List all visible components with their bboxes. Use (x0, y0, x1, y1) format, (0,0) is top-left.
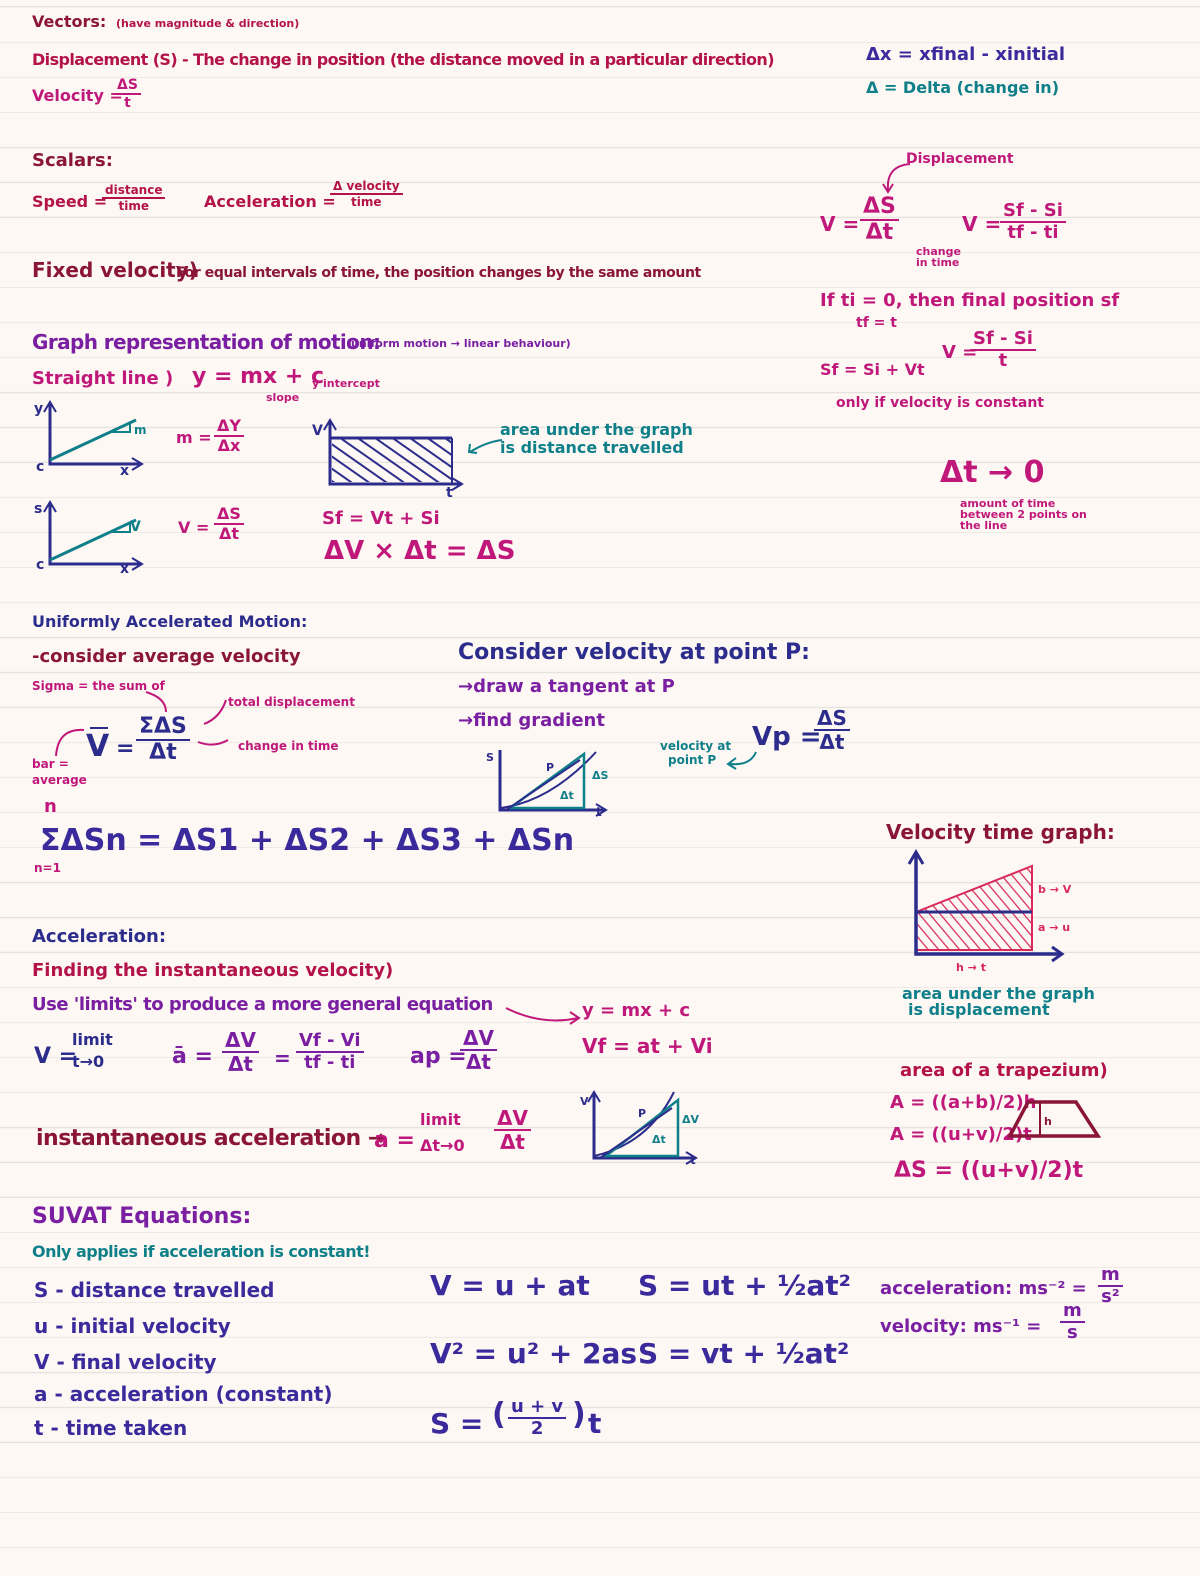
abar-label: ā = (172, 1044, 213, 1069)
vbar-symbol: V (86, 729, 110, 764)
units-velocity-numerator: m (1060, 1302, 1085, 1323)
bar-average-line1: bar = (32, 757, 69, 771)
abar-fraction (222, 1030, 259, 1074)
a-denominator: Δt (499, 1130, 525, 1154)
vp-note-line2: point P (668, 753, 717, 767)
graph4-p-label: P (546, 761, 555, 774)
abar2-denominator: tf - ti (304, 1052, 356, 1073)
units-acceleration-numerator: m (1098, 1266, 1123, 1287)
ap-denominator: Δt (465, 1050, 491, 1074)
fixed-velocity-description: For equal intervals of time, the position changes by the same amount (176, 265, 701, 281)
graph3-x-label: x (120, 561, 130, 577)
h-to-t-label: h → t (956, 961, 986, 974)
trapezium-uv-formula: A = ((u+v)/2)t (890, 1124, 1032, 1145)
abar-equals: = (274, 1046, 291, 1070)
delta-t-to-zero: Δt → 0 (940, 455, 1045, 490)
area-note-line2: is distance travelled (500, 438, 684, 457)
ap-fraction (460, 1028, 497, 1072)
v-label: V = (178, 518, 210, 537)
ap-numerator: ΔV (460, 1028, 497, 1051)
abar2-fraction (296, 1032, 364, 1072)
delta-s-trapezium: ΔS = ((u+v)/2)t (894, 1158, 1084, 1183)
v3-fraction (970, 330, 1036, 370)
velocity-numerator: ΔS (114, 78, 141, 95)
suvat-eq4: S = ut + ½at² (638, 1269, 851, 1302)
velocity-denominator: t (124, 95, 131, 111)
speed-label: Speed = (32, 192, 108, 211)
abar2-numerator: Vf - Vi (296, 1032, 364, 1053)
instantaneous-acceleration-label: instantaneous acceleration → (36, 1126, 386, 1151)
scalars-heading: Scalars: (32, 150, 113, 171)
graph4-ds-label: ΔS (592, 769, 609, 782)
change-in-time-note: change in time (916, 245, 961, 269)
sf-vt-equation: Sf = Vt + Si (322, 508, 440, 529)
step-gradient: →find gradient (458, 710, 605, 731)
v-denominator: Δt (218, 524, 239, 543)
graph5-p-label: P (638, 1107, 647, 1120)
ymxc-equation: y = mx + c (582, 1000, 690, 1021)
use-limits-line: Use 'limits' to produce a more general equation (32, 994, 493, 1015)
m-numerator: ΔY (214, 418, 244, 437)
trapezium-diagram (1006, 1096, 1106, 1146)
graph3-s-label: s (34, 501, 43, 517)
v2-denominator: tf - ti (1007, 222, 1059, 243)
a-limit-word: limit (420, 1110, 461, 1129)
v1-numerator: ΔS (860, 196, 899, 221)
consider-average-velocity: -consider average velocity (32, 646, 301, 667)
v-numerator: ΔS (214, 506, 244, 525)
uniform-heading: Uniformly Accelerated Motion: (32, 612, 308, 631)
trapezium-heading: area of a trapezium) (900, 1060, 1108, 1081)
suvat-eq2: V² = u² + 2as (430, 1337, 638, 1370)
y-intercept-note: y intercept (312, 377, 380, 390)
graph-rep-heading: Graph representation of motion: (32, 330, 381, 354)
graph-velocity-tangent (576, 1090, 706, 1170)
dv-dt-equation: ΔV × Δt = ΔS (324, 536, 516, 566)
average-velocity-denominator: Δt (149, 740, 177, 765)
suvat-eq3-label: S = (430, 1407, 484, 1440)
velocity-time-graph (896, 850, 1076, 970)
units-velocity-fraction (1060, 1302, 1085, 1342)
suvat-eq3-t: t (588, 1407, 602, 1440)
acceleration-heading: Acceleration: (32, 926, 167, 947)
vt-graph-heading: Velocity time graph: (886, 820, 1115, 844)
speed-denominator: time (118, 199, 149, 213)
a-label: a = (374, 1128, 415, 1153)
displacement-label: Displacement (906, 151, 1014, 167)
v2-numerator: Sf - Si (1000, 202, 1066, 223)
suvat-def-u: u - initial velocity (34, 1314, 231, 1338)
use-limits-arrow (504, 1002, 584, 1028)
abar-numerator: ΔV (222, 1030, 259, 1053)
change-in-time-note-2: change in time (238, 739, 339, 753)
graph2-v-label: V (312, 423, 323, 439)
graph5-v-label: V (580, 1095, 589, 1108)
suvat-note: Only applies if acceleration is constant! (32, 1242, 371, 1261)
acceleration-fraction (330, 180, 403, 208)
v2-label: V = (962, 212, 1002, 236)
average-velocity-numerator: ΣΔS (136, 716, 190, 741)
graph5-dt-label: Δt (652, 1133, 666, 1146)
vt-area-line2: is displacement (908, 1000, 1050, 1019)
graph3-c-label: c (36, 557, 45, 573)
vt-area-line1: area under the graph (902, 984, 1095, 1003)
average-velocity-fraction (136, 716, 190, 764)
consider-point-p: Consider velocity at point P: (458, 640, 810, 665)
bar-average-line2: average (32, 773, 87, 787)
graph1-y-label: y (34, 401, 44, 417)
ap-label: ap = (410, 1044, 467, 1069)
if-ti-zero: If ti = 0, then final position sf (820, 290, 1120, 311)
trapezium-h-label: h (1044, 1115, 1052, 1128)
delta-definition: Δ = Delta (change in) (866, 78, 1059, 97)
total-displacement-note: total displacement (228, 695, 355, 709)
tf-equals-t: tf = t (856, 315, 897, 331)
suvat-eq3-numerator: u + v (508, 1398, 566, 1419)
units-acceleration-fraction (1098, 1266, 1123, 1306)
v3-label: V = (942, 342, 978, 363)
acceleration-numerator: Δ velocity (330, 180, 403, 195)
straight-line-equation: y = mx + c (192, 364, 324, 389)
graph-rep-note: (uniform motion → linear behaviour) (346, 337, 571, 350)
vectors-note: (have magnitude & direction) (116, 17, 300, 30)
units-velocity: velocity: ms⁻¹ = (880, 1316, 1042, 1337)
speed-numerator: distance (102, 184, 165, 199)
straight-line-label: Straight line ) (32, 368, 174, 389)
acceleration-label: Acceleration = (204, 192, 336, 211)
a-numerator: ΔV (494, 1108, 531, 1131)
m-fraction (214, 418, 244, 454)
velocity-fraction (114, 78, 141, 110)
suvat-eq5: S = vt + ½at² (638, 1337, 850, 1370)
vf-equation: Vf = at + Vi (582, 1034, 713, 1058)
m-denominator: Δx (217, 436, 241, 455)
speed-fraction (102, 184, 165, 212)
displacement-definition: Displacement (S) - The change in position (the distance moved in a particular direction) (32, 50, 774, 69)
graph4-t-label: t (596, 805, 602, 819)
vp-note-line1: velocity at (660, 739, 732, 753)
units-acceleration-denominator: s² (1101, 1286, 1120, 1307)
graph-s-vs-x (30, 498, 150, 578)
suvat-def-s: S - distance travelled (34, 1278, 275, 1302)
step-tangent: →draw a tangent at P (458, 676, 675, 697)
delta-x-formula: Δx = xfinal - xinitial (866, 44, 1066, 65)
units-velocity-denominator: s (1067, 1322, 1078, 1343)
vbar-equals: = (116, 736, 135, 761)
suvat-eq3-open-paren: ( (492, 1397, 506, 1432)
finding-instantaneous-velocity: Finding the instantaneous velocity) (32, 960, 394, 981)
graph1-c-label: c (36, 459, 45, 475)
suvat-eq1: V = u + at (430, 1269, 590, 1302)
limit-word: limit (72, 1030, 113, 1049)
velocity-label: Velocity = (32, 86, 123, 105)
limit-subscript: t→0 (72, 1052, 105, 1071)
v1-denominator: Δt (865, 220, 894, 245)
graph-y-vs-x (30, 398, 150, 478)
v1-fraction (860, 196, 899, 244)
units-acceleration: acceleration: ms⁻² = (880, 1278, 1087, 1299)
delta-t-note: amount of time between 2 points on the line (960, 497, 1087, 532)
a-limit-subscript: Δt→0 (420, 1136, 465, 1155)
m-label: m = (176, 428, 212, 447)
suvat-eq3-close-paren: ) (572, 1397, 586, 1432)
suvat-heading: SUVAT Equations: (32, 1204, 252, 1229)
sum-equation: ΣΔSn = ΔS1 + ΔS2 + ΔS3 + ΔSn (40, 823, 575, 858)
suvat-def-a: a - acceleration (constant) (34, 1382, 333, 1406)
graph5-t-label: t (690, 1153, 696, 1167)
suvat-def-t: t - time taken (34, 1416, 188, 1440)
vp-label: Vp = (752, 722, 822, 752)
graph3-v-label: V (130, 519, 141, 535)
vp-fraction (814, 708, 850, 752)
suvat-eq3-denominator: 2 (530, 1418, 544, 1439)
abar-denominator: Δt (227, 1052, 253, 1076)
vp-denominator: Δt (819, 730, 845, 754)
graph1-m-label: m (134, 423, 147, 437)
area-note-line1: area under the graph (500, 420, 693, 439)
graph5-dv-label: ΔV (682, 1113, 700, 1126)
trapezium-area-formula: A = ((a+b)/2)h (890, 1092, 1037, 1113)
sum-top-index: n (44, 796, 57, 817)
acceleration-denominator: time (351, 195, 382, 209)
sum-bottom-index: n=1 (34, 861, 61, 875)
suvat-def-v: V - final velocity (34, 1350, 217, 1374)
a-fraction (494, 1108, 531, 1152)
sf-equation: Sf = Si + Vt (820, 360, 925, 379)
v2-fraction (1000, 202, 1066, 242)
sigma-note: Sigma = the sum of (32, 679, 165, 693)
v1-label: V = (820, 212, 860, 236)
graph4-s-label: S (486, 751, 494, 764)
v-fraction (214, 506, 244, 542)
v3-denominator: t (998, 350, 1008, 371)
graph1-x-label: x (120, 463, 130, 479)
vp-numerator: ΔS (814, 708, 850, 731)
vectors-heading: Vectors: (32, 12, 107, 31)
graph4-dt-label: Δt (560, 789, 574, 802)
graph2-t-label: t (446, 485, 453, 501)
a-to-u-label: a → u (1038, 921, 1071, 934)
slope-note: slope (266, 391, 300, 404)
suvat-eq3-fraction (508, 1398, 566, 1438)
v3-numerator: Sf - Si (970, 330, 1036, 351)
v-limit-label: V = (34, 1044, 78, 1069)
fixed-velocity-heading: Fixed velocity) (32, 258, 198, 282)
only-if-constant: only if velocity is constant (836, 395, 1044, 411)
b-to-v-label: b → V (1038, 883, 1072, 896)
